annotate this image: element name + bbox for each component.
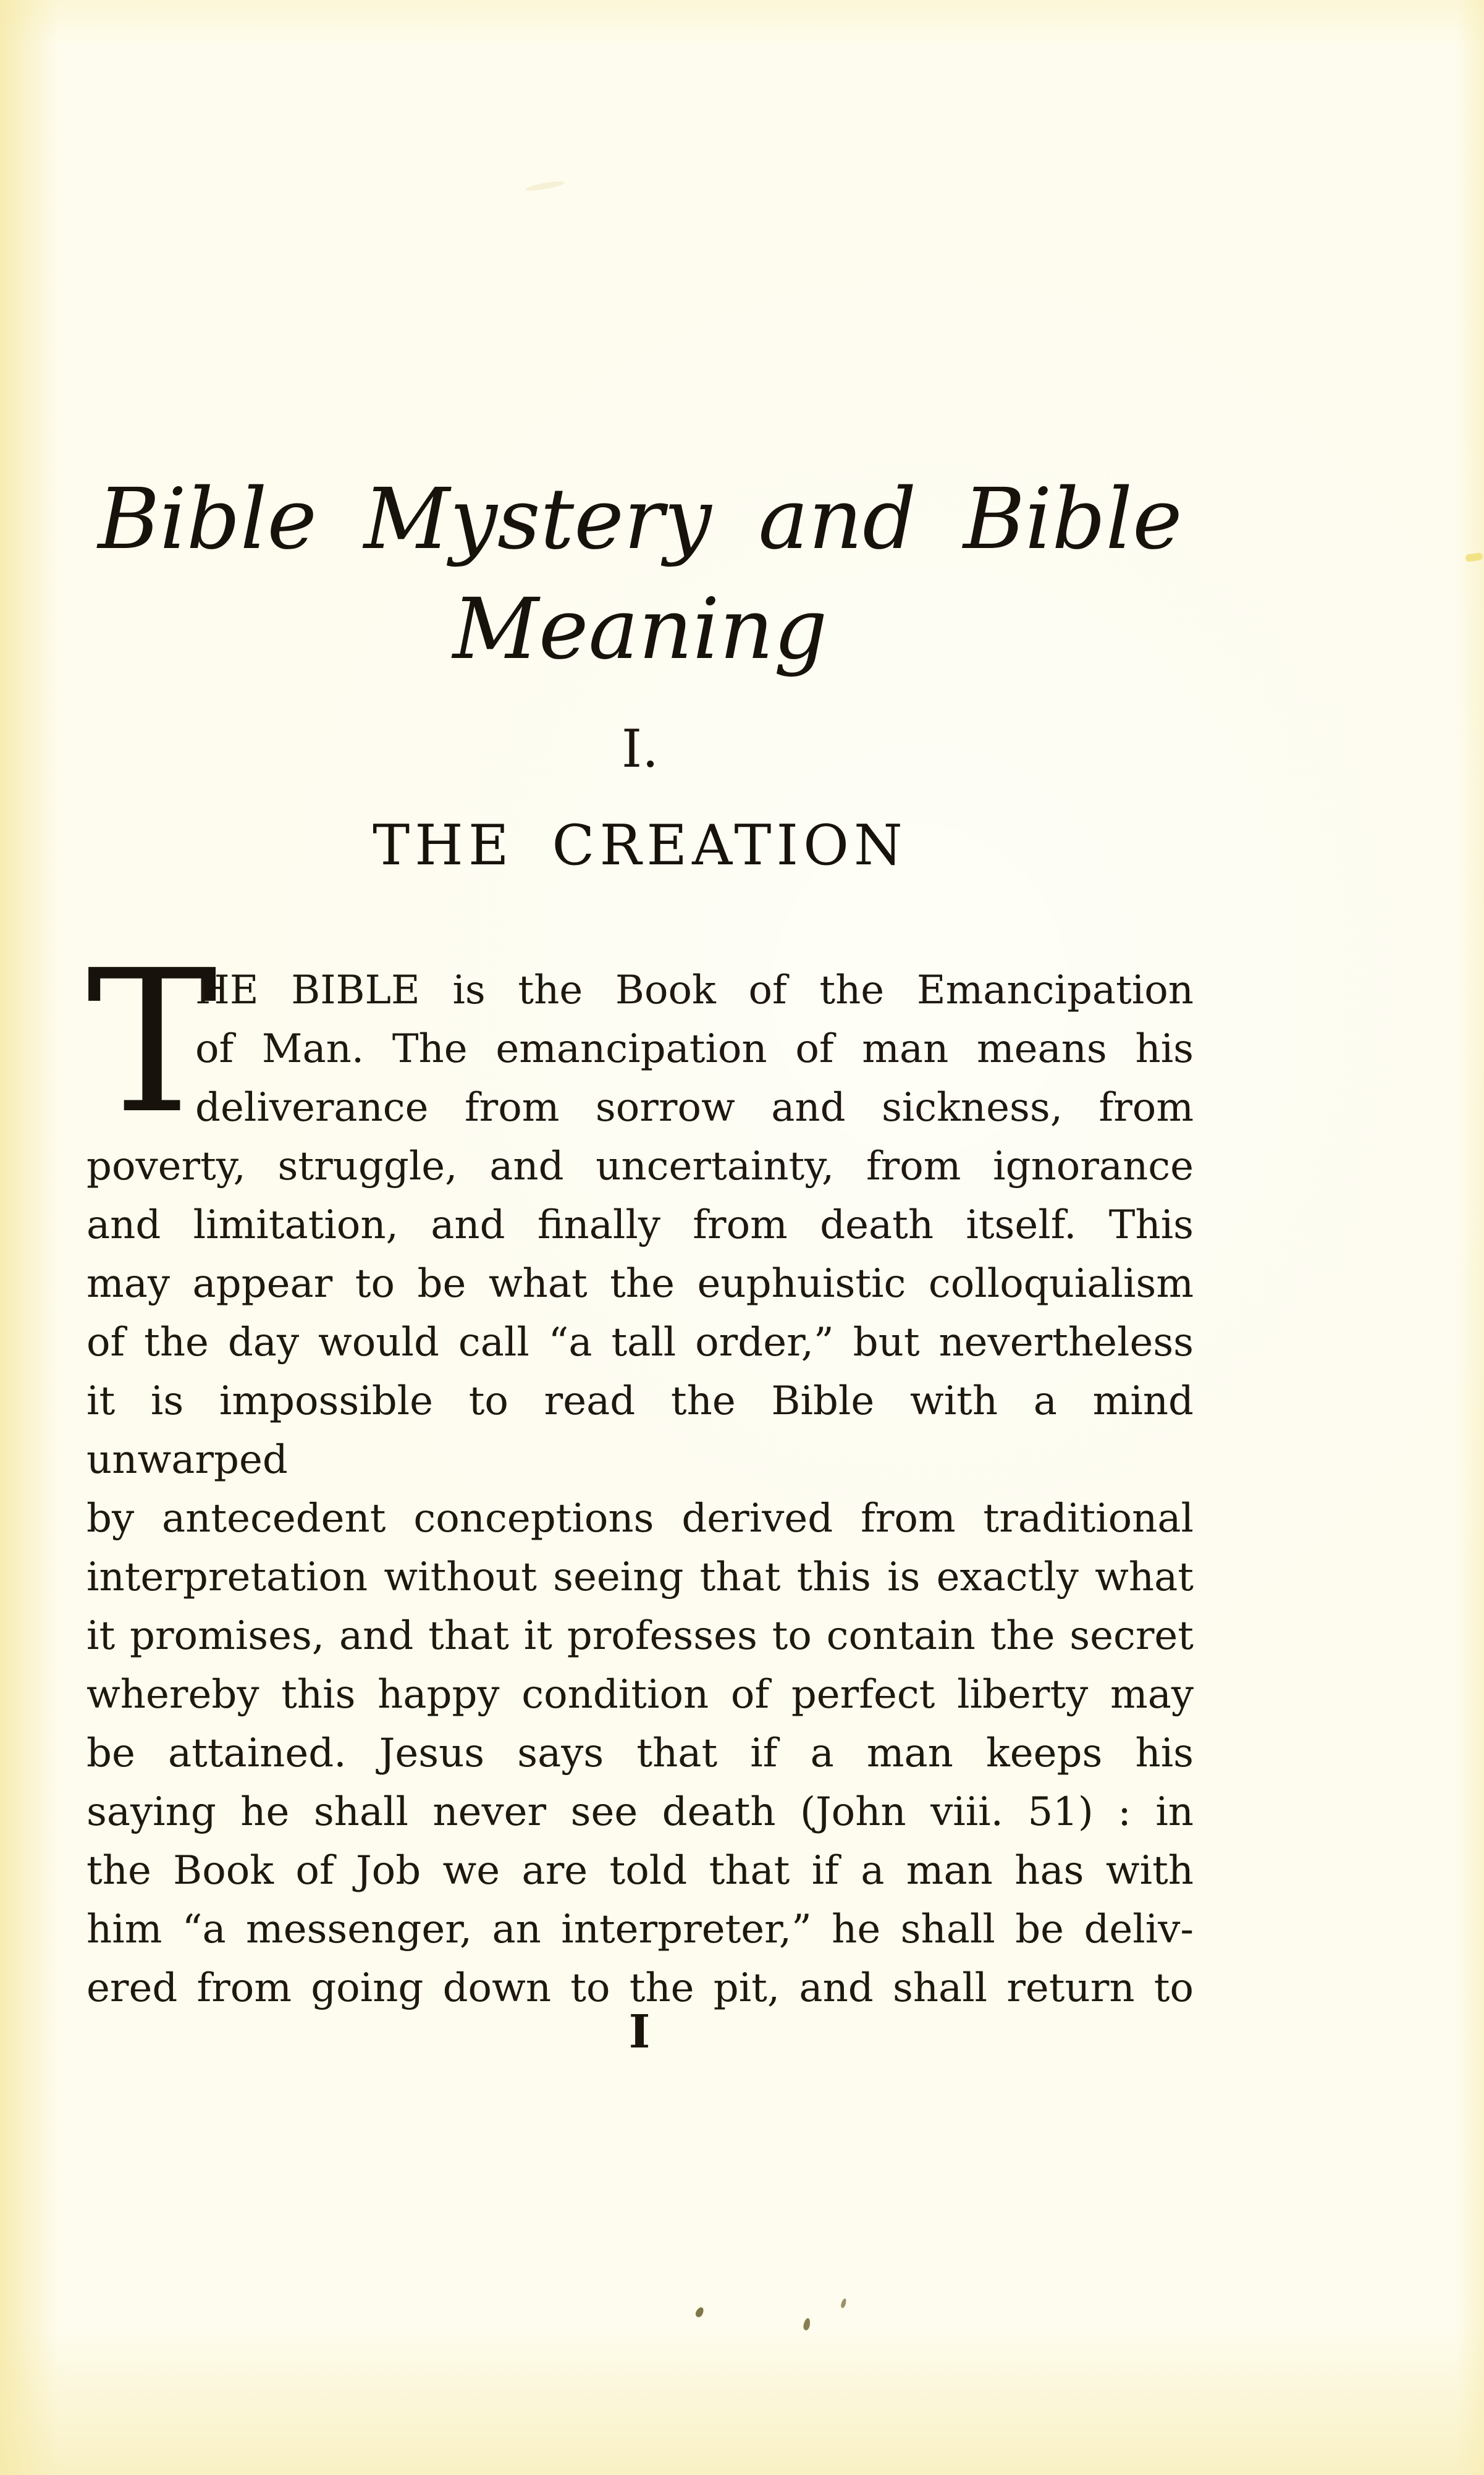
paper-smudge — [525, 180, 565, 193]
body-line: whereby this happy condition of perfect liberty may — [86, 1672, 1194, 1718]
body-text — [86, 928, 1194, 2018]
book-title-line-1: Bible Mystery and Bible — [98, 471, 1183, 568]
body-line: by antecedent conceptions derived from traditional — [86, 1496, 1194, 1541]
body-line: deliverance from sorrow and sickness, from — [195, 1085, 1194, 1131]
ink-speck — [803, 2317, 811, 2331]
body-line: of Man. The emancipation of man means his — [195, 1026, 1194, 1072]
body-line: of the day would call “a tall order,” but nevertheless — [86, 1320, 1194, 1365]
body-line: the Book of Job we are told that if a man has with — [86, 1848, 1194, 1894]
book-title — [86, 465, 1194, 685]
body-line: and limitation, and finally from death itself. This — [86, 1202, 1194, 1248]
paper-edge-mark — [1465, 552, 1483, 562]
body-line: saying he shall never see death (John viii. 51) : in — [86, 1789, 1194, 1835]
chapter-heading: THE CREATION — [373, 813, 908, 878]
chapter-number: I. — [622, 719, 659, 779]
body-line: him “a messenger, an interpreter,” he shall be deliv- — [86, 1907, 1194, 1952]
book-title-line-2: Meaning — [452, 581, 828, 678]
body-line: may appear to be what the euphuistic colloquialism — [86, 1261, 1194, 1307]
drop-cap-letter: T — [86, 928, 218, 1157]
page-number: I — [628, 2005, 652, 2059]
drop-cap — [86, 928, 218, 1157]
body-line: be attained. Jesus says that if a man keeps his — [86, 1731, 1194, 1776]
body-line: poverty, struggle, and uncertainty, from ignorance — [86, 1144, 1194, 1189]
ink-speck — [840, 2298, 848, 2308]
ink-speck — [694, 2306, 706, 2318]
body-line: HE BIBLE is the Book of the Emancipation — [195, 968, 1194, 1013]
body-line: it promises, and that it professes to contain the secret — [86, 1613, 1194, 1659]
body-line: ered from going down to the pit, and shall return to — [86, 1965, 1194, 2011]
body-line: it is impossible to read the Bible with a mind unwarped — [86, 1378, 1194, 1483]
body-line: interpretation without seeing that this is exactly what — [86, 1554, 1194, 1600]
